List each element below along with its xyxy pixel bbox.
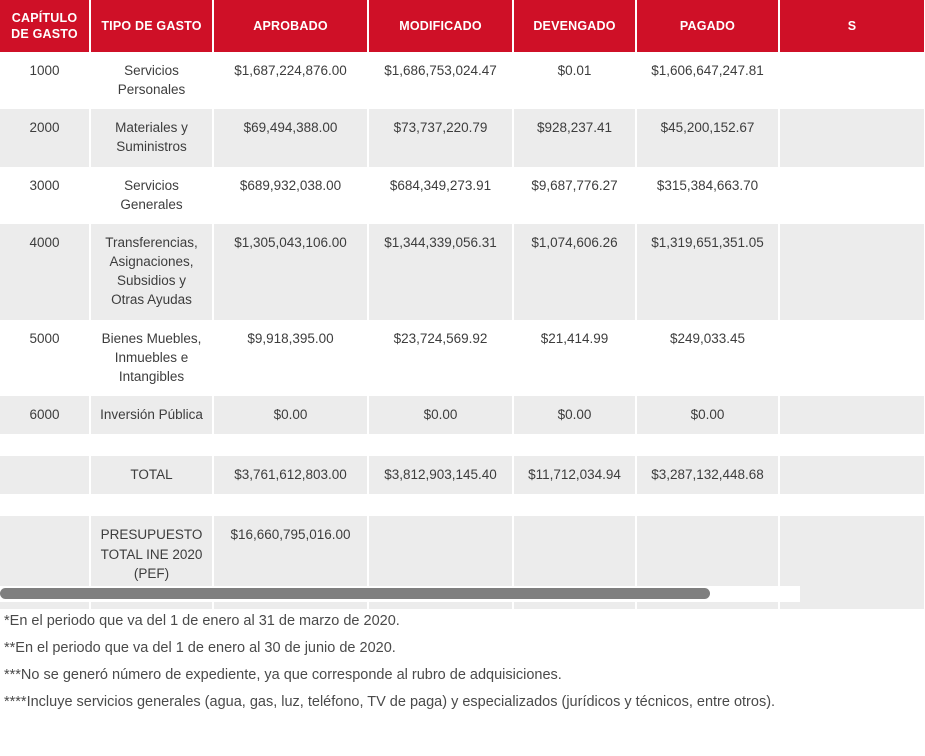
horizontal-scrollbar[interactable] [0, 586, 800, 602]
cell-pagado: $45,200,152.67 [636, 109, 779, 166]
spacer-cell [213, 434, 368, 456]
table-total-row [0, 456, 924, 494]
cell-truncated [779, 396, 924, 434]
cell-aprobado: $1,687,224,876.00 [213, 52, 368, 109]
column-header-capitulo-de-gasto[interactable]: CAPÍTULO DE GASTO [0, 0, 90, 52]
table-spacer-row [0, 434, 924, 456]
cell-total-modificado: $3,812,903,145.40 [368, 456, 513, 494]
horizontal-scrollbar-thumb[interactable] [0, 588, 710, 599]
column-header-modificado[interactable]: MODIFICADO [368, 0, 513, 52]
table-row [0, 167, 924, 224]
cell-pagado: $1,319,651,351.05 [636, 224, 779, 320]
table-header-row [0, 0, 924, 52]
spacer-cell [368, 434, 513, 456]
cell-presupuesto-aprobado: $16,660,795,016.00 [213, 516, 368, 608]
cell-capitulo: 1000 [0, 52, 90, 109]
spacer-cell [513, 434, 636, 456]
cell-tipo: Transferencias, Asignaciones, Subsidios y Otras Ayudas [90, 224, 213, 320]
table-spacer-row [0, 494, 924, 516]
cell-capitulo: 2000 [0, 109, 90, 166]
footnote-1: *En el periodo que va del 1 de enero al 31 de marzo de 2020. [4, 613, 400, 629]
cell-truncated [779, 320, 924, 396]
cell-tipo: Servicios Personales [90, 52, 213, 109]
cell-truncated [779, 52, 924, 109]
cell-total-aprobado: $3,761,612,803.00 [213, 456, 368, 494]
cell-truncated [779, 456, 924, 494]
cell-modificado: $73,737,220.79 [368, 109, 513, 166]
spacer-cell [213, 494, 368, 516]
cell-total-devengado: $11,712,034.94 [513, 456, 636, 494]
table-body [0, 52, 924, 609]
spacer-cell [779, 494, 924, 516]
cell-pagado: $315,384,663.70 [636, 167, 779, 224]
cell-modificado: $1,344,339,056.31 [368, 224, 513, 320]
cell-modificado: $1,686,753,024.47 [368, 52, 513, 109]
cell-aprobado: $69,494,388.00 [213, 109, 368, 166]
footnote-3: ***No se generó número de expediente, ya que corresponde al rubro de adquisiciones. [4, 667, 562, 684]
cell-capitulo: 6000 [0, 396, 90, 434]
cell-pagado: $1,606,647,247.81 [636, 52, 779, 109]
cell-truncated [779, 224, 924, 320]
cell-modificado: $0.00 [368, 396, 513, 434]
cell-tipo: Materiales y Suministros [90, 109, 213, 166]
spacer-cell [636, 434, 779, 456]
cell-devengado: $21,414.99 [513, 320, 636, 396]
cell-truncated [779, 109, 924, 166]
column-header-truncated[interactable]: S [779, 0, 924, 52]
table-row [0, 109, 924, 166]
table-row [0, 52, 924, 109]
cell-capitulo: 3000 [0, 167, 90, 224]
cell-capitulo: 5000 [0, 320, 90, 396]
cell-aprobado: $1,305,043,106.00 [213, 224, 368, 320]
cell-tipo: Servicios Generales [90, 167, 213, 224]
column-header-devengado[interactable]: DEVENGADO [513, 0, 636, 52]
footnote-2: **En el periodo que va del 1 de enero al 30 de junio de 2020. [4, 640, 396, 657]
cell-capitulo: 4000 [0, 224, 90, 320]
cell-tipo: Inversión Pública [90, 396, 213, 434]
cell-presupuesto-label: PRESUPUESTO TOTAL INE 2020 (PEF) [90, 516, 213, 608]
cell-truncated [779, 516, 924, 608]
spacer-cell [513, 494, 636, 516]
spacer-cell [90, 434, 213, 456]
footnotes [0, 612, 790, 713]
cell-pagado: $249,033.45 [636, 320, 779, 396]
column-header-pagado[interactable]: PAGADO [636, 0, 779, 52]
cell-modificado: $23,724,569.92 [368, 320, 513, 396]
footnote-4: ****Incluye servicios generales (agua, gas, luz, teléfono, TV de paga) y especializados (jurídicos y técnicos, entre otros). [4, 694, 776, 711]
cell-aprobado: $689,932,038.00 [213, 167, 368, 224]
cell-aprobado: $0.00 [213, 396, 368, 434]
cell-total-label: TOTAL [90, 456, 213, 494]
cell-devengado: $1,074,606.26 [513, 224, 636, 320]
cell-devengado: $0.01 [513, 52, 636, 109]
cell-tipo: Bienes Muebles, Inmuebles e Intangibles [90, 320, 213, 396]
table-row [0, 396, 924, 434]
column-header-aprobado[interactable]: APROBADO [213, 0, 368, 52]
cell-pagado: $0.00 [636, 396, 779, 434]
cell-aprobado: $9,918,395.00 [213, 320, 368, 396]
table-row [0, 320, 924, 396]
cell-truncated [779, 167, 924, 224]
table-row [0, 224, 924, 320]
cell-devengado: $9,687,776.27 [513, 167, 636, 224]
cell-capitulo [0, 456, 90, 494]
spacer-cell [0, 434, 90, 456]
spacer-cell [90, 494, 213, 516]
column-header-tipo-de-gasto[interactable]: TIPO DE GASTO [90, 0, 213, 52]
cell-total-pagado: $3,287,132,448.68 [636, 456, 779, 494]
table-header [0, 0, 924, 52]
spacer-cell [0, 494, 90, 516]
spacer-cell [368, 494, 513, 516]
cell-devengado: $928,237.41 [513, 109, 636, 166]
spacer-cell [636, 494, 779, 516]
cell-devengado: $0.00 [513, 396, 636, 434]
spacer-cell [779, 434, 924, 456]
cell-modificado: $684,349,273.91 [368, 167, 513, 224]
